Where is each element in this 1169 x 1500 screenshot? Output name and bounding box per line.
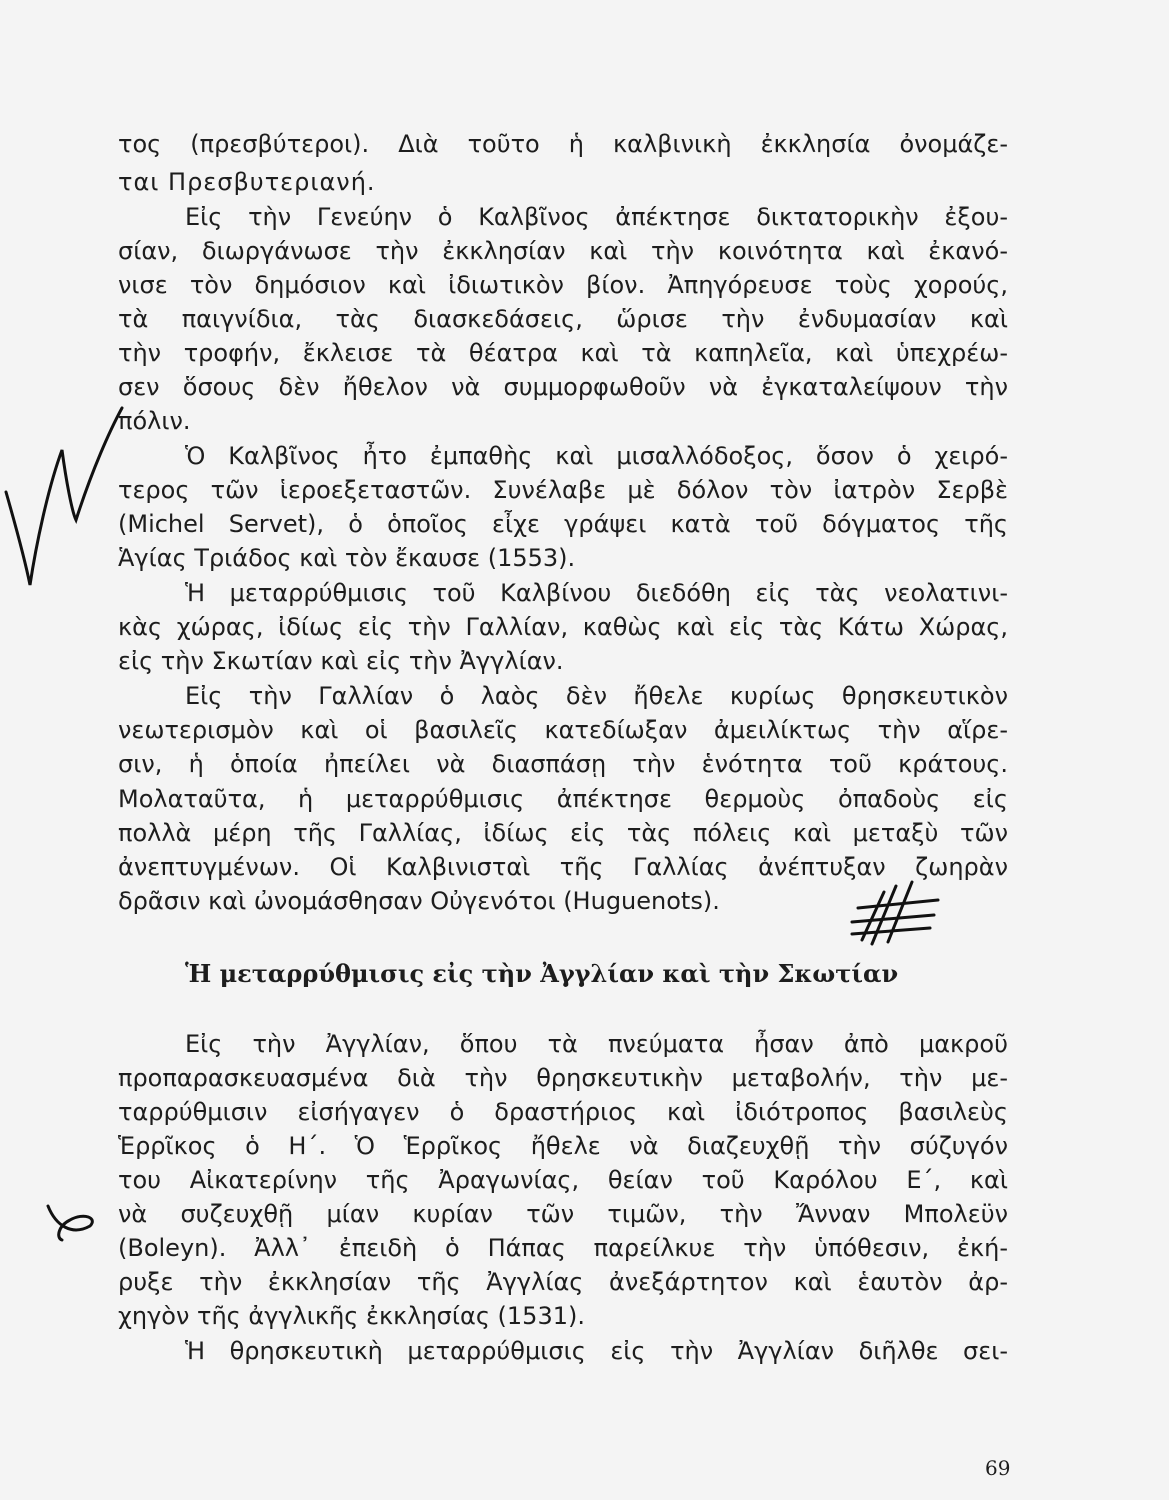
text-line: πόλιν. [118,407,191,435]
section-heading: Ἡ μεταρρύθμισις εἰς τὴν Ἀγγλίαν καὶ τὴν Σκωτίαν [185,959,899,988]
text-line: δρᾶσιν καὶ ὠνομάσθησαν Οὐγενότοι (Huguenots). [118,887,720,915]
text-line: ται Πρεσβυτεριανή. [118,168,376,196]
handwritten-check-mark [6,408,122,585]
text-line: νὰ συζευχθῇ μίαν κυρίαν τῶν τιμῶν, τὴν Ἄνναν Μπολεϋν [118,1200,1008,1228]
text-line: νισε τὸν δημόσιον καὶ ἰδιωτικὸν βίον. Ἀπηγόρευσε τοὺς χορούς, [118,271,1008,299]
text-line: Ἡ μεταρρύθμισις τοῦ Καλβίνου διεδόθη εἰς τὰς νεολατινι- [185,579,1008,607]
handwritten-hash-mark [852,882,938,944]
text-line: Εἰς τὴν Γενεύην ὁ Καλβῖνος ἀπέκτησε δικτατορικὴν ἐξου- [185,203,1008,231]
text-line: νεωτερισμὸν καὶ οἱ βασιλεῖς κατεδίωξαν ἀμειλίκτως τὴν αἵρε- [118,716,1008,744]
text-line: Ἡ θρησκευτικὴ μεταρρύθμισις εἰς τὴν Ἀγγλίαν διῆλθε σει- [185,1337,1008,1365]
text-line: ρυξε τὴν ἐκκλησίαν τῆς Ἀγγλίας ἀνεξάρτητον καὶ ἑαυτὸν ἀρ- [118,1268,1008,1296]
text-line: τος (πρεσβύτεροι). Διὰ τοῦτο ἡ καλβινικὴ ἐκκλησία ὀνομάζε- [118,130,1008,158]
text-line: Εἰς τὴν Ἀγγλίαν, ὅπου τὰ πνεύματα ἦσαν ἀπὸ μακροῦ [185,1030,1008,1058]
text-line: Ἁγίας Τριάδος καὶ τὸν ἔκαυσε (1553). [118,544,576,572]
page-number: 69 [985,1456,1011,1480]
text-line: Εἰς τὴν Γαλλίαν ὁ λαὸς δὲν ἤθελε κυρίως θρησκευτικὸν [185,682,1008,710]
text-line: Μολαταῦτα, ἡ μεταρρύθμισις ἀπέκτησε θερμοὺς ὀπαδοὺς εἰς [118,785,1008,813]
text-line: ἀνεπτυγμένων. Οἱ Καλβινισταὶ τῆς Γαλλίας ἀνέπτυξαν ζωηρὰν [118,853,1008,881]
text-line: κὰς χώρας, ἰδίως εἰς τὴν Γαλλίαν, καθὼς καὶ εἰς τὰς Κάτω Χώρας, [118,613,1008,641]
text-line: τερος τῶν ἱεροεξεταστῶν. Συνέλαβε μὲ δόλον τὸν ἰατρὸν Σερβὲ [118,476,1008,504]
text-line: Ἑρρῖκος ὁ Η΄. Ὁ Ἑρρῖκος ἤθελε νὰ διαζευχθῇ τὴν σύζυγόν [118,1132,1008,1160]
text-line: σεν ὅσους δὲν ἤθελον νὰ συμμορφωθοῦν νὰ ἐγκαταλείψουν τὴν [118,373,1008,401]
text-line: πολλὰ μέρη τῆς Γαλλίας, ἰδίως εἰς τὰς πόλεις καὶ μεταξὺ τῶν [118,819,1008,847]
text-line: τὰ παιγνίδια, τὰς διασκεδάσεις, ὥρισε τὴν ἐνδυμασίαν καὶ [118,305,1008,333]
text-line: εἰς τὴν Σκωτίαν καὶ εἰς τὴν Ἀγγλίαν. [118,647,564,675]
text-line: σίαν, διωργάνωσε τὴν ἐκκλησίαν καὶ τὴν κοινότητα καὶ ἐκανό- [118,237,1008,265]
text-line: ταρρύθμισιν εἰσήγαγεν ὁ δραστήριος καὶ ἰδιότροπος βασιλεὺς [118,1098,1008,1126]
handwritten-loop-mark [48,1206,92,1240]
text-line: τὴν τροφήν, ἔκλεισε τὰ θέατρα καὶ τὰ καπηλεῖα, καὶ ὑπεχρέω- [118,339,1008,367]
text-line: Ὁ Καλβῖνος ἦτο ἐμπαθὴς καὶ μισαλλόδοξος, ὅσον ὁ χειρό- [185,442,1008,470]
text-line: προπαρασκευασμένα διὰ τὴν θρησκευτικὴν μεταβολήν, τὴν με- [118,1064,1008,1092]
text-line: χηγὸν τῆς ἀγγλικῆς ἐκκλησίας (1531). [118,1302,585,1330]
text-line: (Michel Servet), ὁ ὁποῖος εἶχε γράψει κατὰ τοῦ δόγματος τῆς [118,510,1008,538]
text-line: σιν, ἡ ὁποία ἠπείλει νὰ διασπάσῃ τὴν ἑνότητα τοῦ κράτους. [118,750,1008,778]
text-line: του Αἰκατερίνην τῆς Ἀραγωνίας, θείαν τοῦ Καρόλου Ε΄, καὶ [118,1166,1008,1194]
text-line: (Boleyn). Ἀλλ᾽ ἐπειδὴ ὁ Πάπας παρείλκυε τὴν ὑπόθεσιν, ἐκή- [118,1234,1008,1262]
